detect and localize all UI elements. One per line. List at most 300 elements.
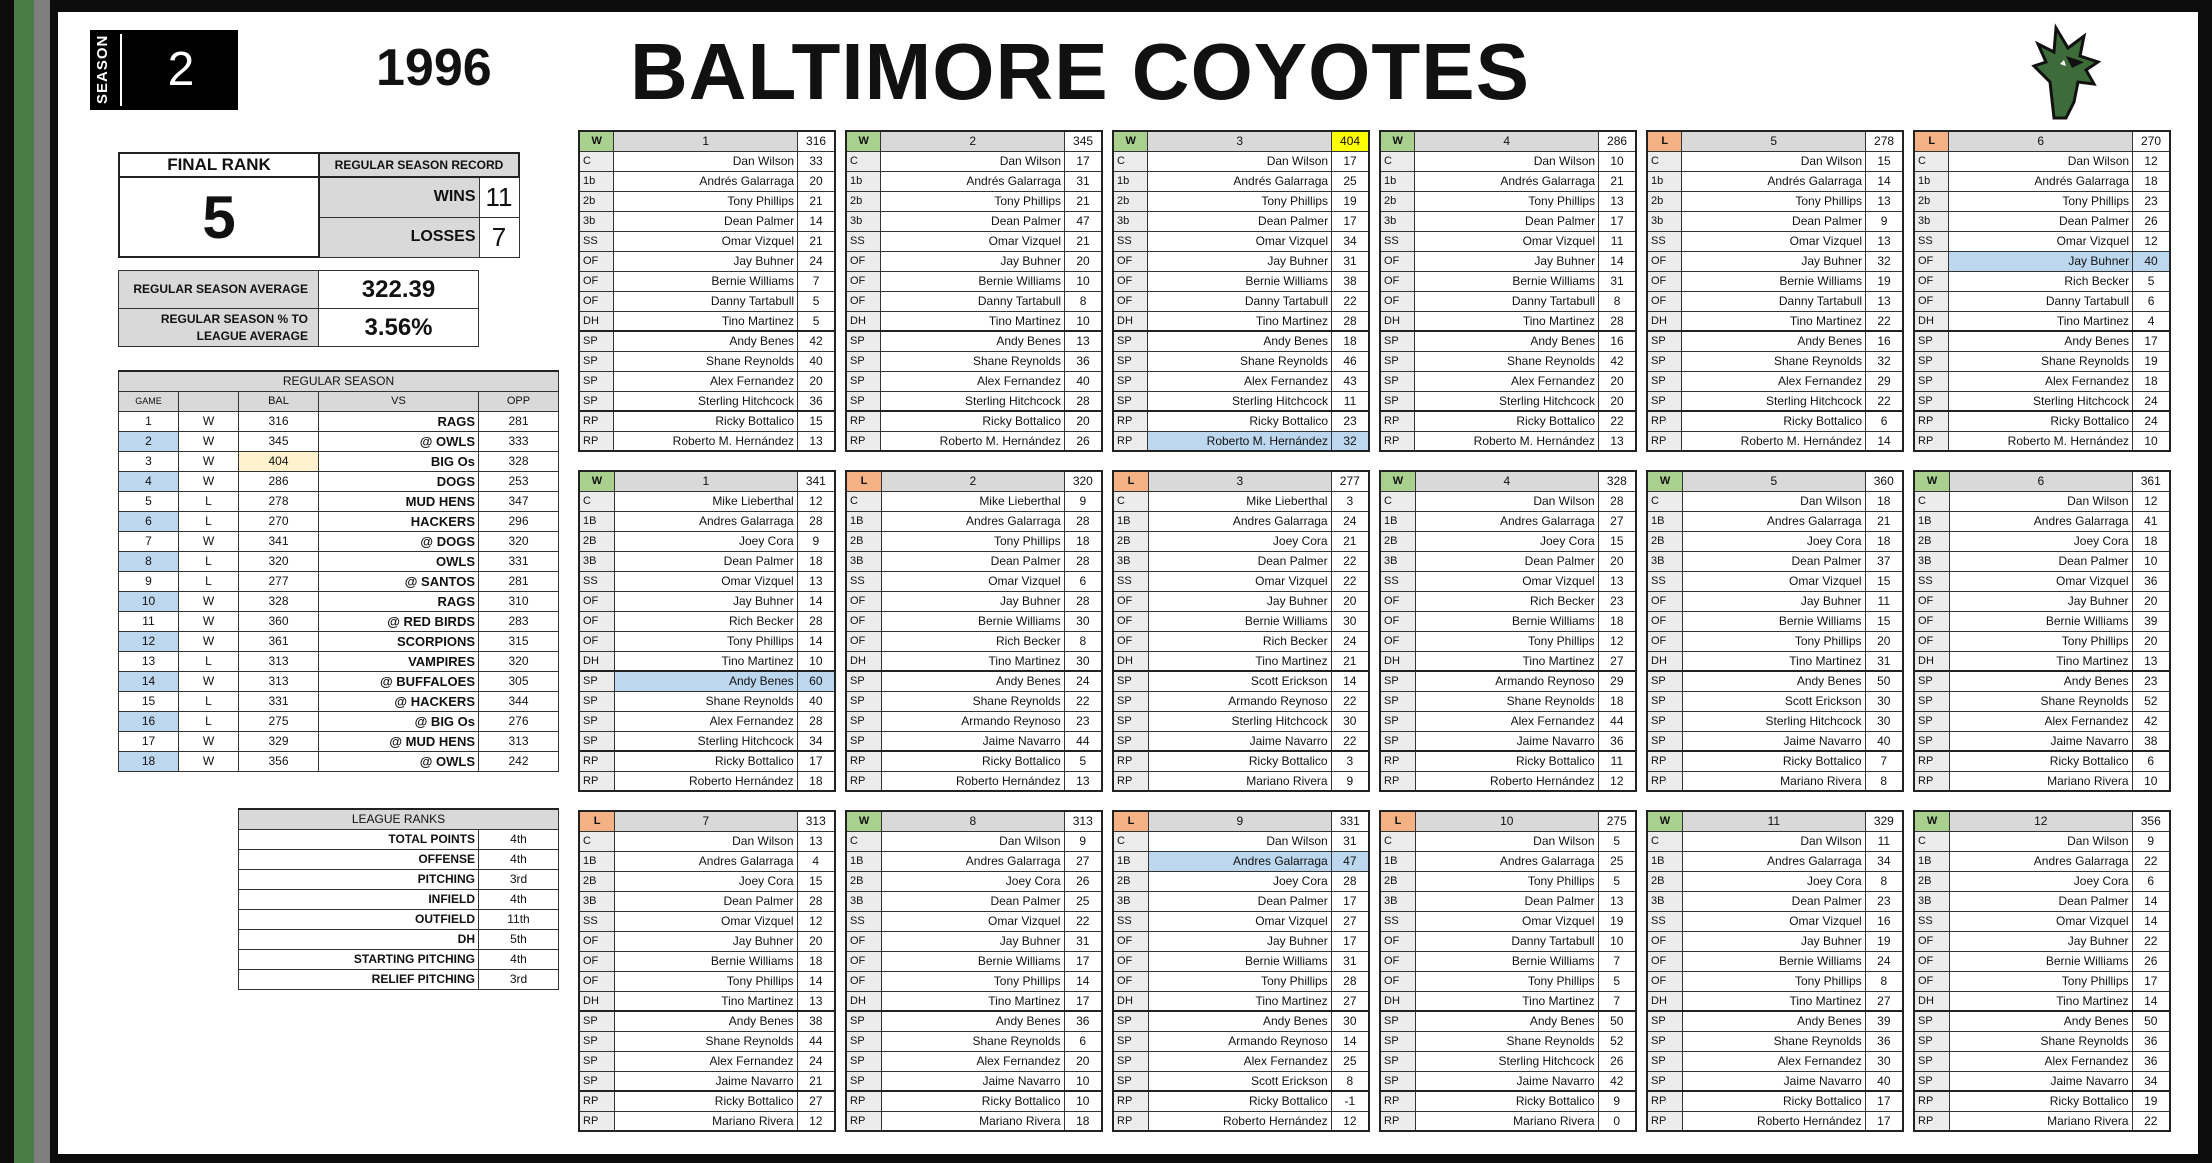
player-score: 18 — [1598, 691, 1636, 711]
player-name: Tony Phillips — [881, 531, 1064, 551]
position: SP — [1113, 1051, 1148, 1071]
game-lineup-grid — [845, 810, 1103, 1132]
player-score: 7 — [1865, 751, 1903, 771]
opponent: SCORPIONS — [319, 631, 479, 651]
player-score: 11 — [1599, 231, 1636, 251]
player-name: Dean Palmer — [614, 211, 798, 231]
player-score: 28 — [797, 611, 835, 631]
player-name: Andy Benes — [1148, 331, 1332, 351]
season-game-row — [119, 411, 559, 431]
grid-header — [1380, 131, 1636, 151]
position: SP — [846, 391, 881, 411]
player-name: Armando Reynoso — [1149, 691, 1332, 711]
grid-player-row — [1113, 631, 1369, 651]
player-score: 27 — [1598, 511, 1636, 531]
player-name: Andy Benes — [1950, 1011, 2132, 1031]
grid-player-row — [1380, 191, 1636, 211]
bal-score: 270 — [239, 511, 319, 531]
grid-header — [1380, 471, 1636, 491]
grid-player-row — [579, 771, 835, 791]
position: SS — [1647, 571, 1683, 591]
position: 1B — [846, 851, 882, 871]
grid-player-row — [1647, 591, 1903, 611]
player-name: Tino Martinez — [614, 311, 798, 331]
game-lineup-grid — [578, 130, 836, 452]
grid-total: 286 — [1599, 131, 1636, 151]
opponent: @ SANTOS — [319, 571, 479, 591]
grid-header — [579, 131, 835, 151]
opp-score: 305 — [479, 671, 559, 691]
player-score: 5 — [798, 291, 835, 311]
player-score: 44 — [797, 1031, 835, 1051]
player-name: Mike Lieberthal — [881, 491, 1064, 511]
position: DH — [846, 651, 881, 671]
player-name: Omar Vizquel — [1950, 911, 2132, 931]
player-score: 21 — [1065, 231, 1102, 251]
player-score: 15 — [1865, 611, 1903, 631]
game-result: L — [179, 511, 239, 531]
player-score: 14 — [2132, 991, 2170, 1011]
position: OF — [1647, 251, 1682, 271]
grid-game-number: 11 — [1682, 811, 1865, 831]
player-name: Dean Palmer — [1949, 211, 2133, 231]
player-name: Tino Martinez — [1415, 651, 1598, 671]
position: DH — [1113, 311, 1148, 331]
player-name: Jaime Navarro — [881, 731, 1064, 751]
player-name: Dean Palmer — [1682, 211, 1866, 231]
player-score: 34 — [797, 731, 835, 751]
position: SP — [1113, 351, 1148, 371]
game-lineup-grid — [1913, 810, 2171, 1132]
player-name: Ricky Bottalico — [1949, 411, 2133, 431]
grid-player-row — [1914, 311, 2170, 331]
grid-result: W — [1380, 471, 1415, 491]
game-result: L — [179, 571, 239, 591]
player-name: Ricky Bottalico — [1415, 411, 1599, 431]
grid-result: W — [1647, 471, 1683, 491]
position: RP — [579, 771, 614, 791]
player-score: 19 — [2132, 1091, 2170, 1111]
player-score: 20 — [798, 171, 835, 191]
grid-player-row — [1113, 411, 1369, 431]
player-score: 22 — [1866, 311, 1903, 331]
player-score: 20 — [1598, 551, 1636, 571]
player-name: Jay Buhner — [1149, 591, 1332, 611]
opp-score: 331 — [479, 551, 559, 571]
player-score: 41 — [2132, 511, 2170, 531]
bal-score: 275 — [239, 711, 319, 731]
player-name: Shane Reynolds — [1950, 1031, 2132, 1051]
player-name: Dan Wilson — [1950, 831, 2132, 851]
position: OF — [1380, 291, 1415, 311]
player-name: Roberto M. Hernández — [1415, 431, 1599, 451]
position: SS — [1113, 911, 1148, 931]
position: SP — [1914, 671, 1950, 691]
grid-player-row — [1647, 251, 1903, 271]
player-name: Dean Palmer — [1682, 891, 1865, 911]
game-lineup-grid — [1913, 130, 2171, 452]
average-table — [118, 270, 479, 347]
position: 1b — [1113, 171, 1148, 191]
grid-player-row — [1914, 571, 2170, 591]
position: DH — [1914, 651, 1950, 671]
grid-header — [1914, 471, 2170, 491]
player-score: 8 — [1331, 1071, 1369, 1091]
game-lineup-grid — [1646, 810, 1904, 1132]
grid-player-row — [1914, 731, 2170, 751]
player-score: 39 — [1865, 1011, 1903, 1031]
position: SP — [1647, 391, 1682, 411]
grid-player-row — [1914, 591, 2170, 611]
grid-player-row — [1914, 711, 2170, 731]
player-score: 13 — [797, 831, 835, 851]
position: C — [1914, 831, 1950, 851]
player-name: Tino Martinez — [881, 311, 1065, 331]
opponent: @ OWLS — [319, 431, 479, 451]
player-score: 5 — [1598, 871, 1636, 891]
player-name: Dan Wilson — [1415, 151, 1599, 171]
player-name: Joey Cora — [1415, 531, 1598, 551]
position: 3B — [579, 891, 615, 911]
grid-player-row — [1380, 551, 1636, 571]
grid-player-row — [1647, 331, 1903, 351]
position: SP — [846, 1051, 882, 1071]
player-score: 19 — [2133, 351, 2170, 371]
grid-total: 277 — [1331, 471, 1369, 491]
rank-category: TOTAL POINTS — [239, 829, 479, 849]
player-name: Tino Martinez — [615, 991, 797, 1011]
position: 2B — [846, 871, 882, 891]
grid-player-row — [1380, 891, 1636, 911]
position: DH — [1914, 991, 1950, 1011]
position: SP — [1113, 1011, 1148, 1031]
grid-player-row — [1380, 371, 1636, 391]
player-score: 32 — [1866, 251, 1903, 271]
player-name: Danny Tartabull — [614, 291, 798, 311]
game-result: L — [179, 551, 239, 571]
grid-player-row — [1647, 871, 1903, 891]
grid-header — [1914, 811, 2170, 831]
position: SP — [1113, 371, 1148, 391]
position: OF — [1113, 951, 1148, 971]
player-score: 20 — [1599, 391, 1636, 411]
game-result: W — [179, 591, 239, 611]
player-name: Rich Becker — [614, 611, 797, 631]
player-name: Mariano Rivera — [1950, 1111, 2132, 1131]
position: OF — [1113, 251, 1148, 271]
grid-player-row — [1914, 431, 2170, 451]
opponent: RAGS — [319, 591, 479, 611]
player-score: 14 — [797, 631, 835, 651]
player-name: Ricky Bottalico — [1682, 1091, 1865, 1111]
player-score: 36 — [1598, 731, 1636, 751]
player-name: Rich Becker — [1149, 631, 1332, 651]
sheet — [58, 12, 2198, 1154]
grid-player-row — [579, 391, 835, 411]
grid-player-row — [1647, 511, 1903, 531]
player-name: Tony Phillips — [1148, 191, 1332, 211]
player-name: Tino Martinez — [1415, 311, 1599, 331]
player-name: Joey Cora — [615, 871, 797, 891]
grid-game-number: 2 — [881, 131, 1065, 151]
player-name: Alex Fernandez — [882, 1051, 1064, 1071]
grid-player-row — [846, 631, 1102, 651]
player-name: Tino Martinez — [1950, 991, 2132, 1011]
grid-player-row — [579, 491, 835, 511]
league-ranks-title: LEAGUE RANKS — [239, 809, 559, 829]
grid-player-row — [1914, 231, 2170, 251]
player-score: 37 — [1865, 551, 1903, 571]
position: OF — [846, 951, 882, 971]
grid-player-row — [846, 691, 1102, 711]
player-score: 20 — [1599, 371, 1636, 391]
player-score: 7 — [1598, 951, 1636, 971]
player-name: Bernie Williams — [1416, 951, 1598, 971]
position: OF — [1914, 291, 1949, 311]
player-score: 13 — [797, 571, 835, 591]
game-number: 18 — [119, 751, 179, 771]
player-score: 40 — [1865, 1071, 1903, 1091]
avg-label: REGULAR SEASON AVERAGE — [119, 271, 319, 309]
player-name: Bernie Williams — [615, 951, 797, 971]
player-score: 23 — [2133, 191, 2170, 211]
player-score: 12 — [1331, 1111, 1369, 1131]
player-score: 28 — [1599, 311, 1636, 331]
position: C — [846, 151, 881, 171]
player-name: Andy Benes — [1682, 1011, 1865, 1031]
position: SP — [1380, 1031, 1416, 1051]
player-name: Andres Galarraga — [882, 851, 1064, 871]
player-score: 11 — [1865, 831, 1903, 851]
player-name: Dan Wilson — [1683, 491, 1865, 511]
player-name: Bernie Williams — [881, 611, 1064, 631]
player-name: Ricky Bottalico — [881, 751, 1064, 771]
position: RP — [1380, 1111, 1416, 1131]
grid-player-row — [1113, 911, 1369, 931]
grid-player-row — [1113, 891, 1369, 911]
grid-player-row — [1914, 151, 2170, 171]
player-score: 47 — [1331, 851, 1369, 871]
player-score: 31 — [1065, 171, 1102, 191]
position: SP — [579, 1011, 615, 1031]
player-name: Roberto Hernández — [1682, 1111, 1865, 1131]
grid-player-row — [1914, 291, 2170, 311]
bal-score: 361 — [239, 631, 319, 651]
player-name: Scott Erickson — [1683, 691, 1865, 711]
game-lineup-grid — [1112, 130, 1370, 452]
game-number: 12 — [119, 631, 179, 651]
opponent: VAMPIRES — [319, 651, 479, 671]
season-label: SEASON — [94, 34, 111, 104]
player-name: Sterling Hitchcock — [614, 391, 798, 411]
position: DH — [1113, 991, 1148, 1011]
bal-score: 316 — [239, 411, 319, 431]
position: RP — [846, 411, 881, 431]
player-score: 26 — [1064, 871, 1102, 891]
player-score: 10 — [1065, 311, 1102, 331]
player-score: 6 — [2133, 291, 2170, 311]
position: SS — [579, 231, 614, 251]
player-name: Andy Benes — [882, 1011, 1064, 1031]
player-score: 13 — [1866, 291, 1903, 311]
position: RP — [1914, 751, 1950, 771]
player-name: Omar Vizquel — [1949, 231, 2133, 251]
player-score: 47 — [1065, 211, 1102, 231]
grid-player-row — [1914, 691, 2170, 711]
rank-category: PITCHING — [239, 869, 479, 889]
grid-player-row — [1647, 1051, 1903, 1071]
grid-player-row — [579, 271, 835, 291]
grid-player-row — [1914, 391, 2170, 411]
grid-player-row — [1380, 571, 1636, 591]
player-name: Tony Phillips — [615, 971, 797, 991]
grid-player-row — [1113, 1111, 1369, 1131]
game-result: L — [179, 491, 239, 511]
player-score: 15 — [798, 411, 835, 431]
grid-player-row — [1113, 271, 1369, 291]
position: SP — [1914, 731, 1950, 751]
grid-player-row — [846, 571, 1102, 591]
grid-player-row — [1914, 611, 2170, 631]
position: SP — [1914, 1051, 1950, 1071]
player-name: Jaime Navarro — [1950, 731, 2132, 751]
game-result: W — [179, 611, 239, 631]
position: SP — [846, 1071, 882, 1091]
player-name: Andres Galarraga — [1682, 851, 1865, 871]
player-score: 12 — [2133, 151, 2170, 171]
col-bal: BAL — [239, 391, 319, 411]
player-score: 24 — [1331, 631, 1369, 651]
season-number: 2 — [167, 43, 195, 96]
position: SP — [1380, 731, 1415, 751]
position: 2b — [846, 191, 881, 211]
player-name: Ricky Bottalico — [1683, 751, 1865, 771]
position: DH — [846, 311, 881, 331]
grid-player-row — [1113, 1011, 1369, 1031]
player-score: 21 — [797, 1071, 835, 1091]
grid-total: 316 — [798, 131, 835, 151]
game-number: 10 — [119, 591, 179, 611]
player-score: 28 — [797, 511, 835, 531]
position: OF — [1914, 951, 1950, 971]
player-name: Roberto M. Hernández — [1682, 431, 1866, 451]
grid-player-row — [1113, 711, 1369, 731]
player-name: Joey Cora — [1682, 871, 1865, 891]
position: C — [846, 491, 881, 511]
grid-result: W — [579, 471, 614, 491]
player-name: Tony Phillips — [1415, 631, 1598, 651]
position: SS — [1914, 231, 1949, 251]
player-name: Alex Fernandez — [614, 711, 797, 731]
position: 2B — [1914, 531, 1950, 551]
player-name: Jaime Navarro — [1149, 731, 1332, 751]
game-lineup-grid — [1913, 470, 2171, 792]
position: C — [1914, 491, 1950, 511]
position: SP — [1647, 1051, 1682, 1071]
player-score: 5 — [1598, 831, 1636, 851]
grid-player-row — [1380, 1031, 1636, 1051]
player-name: Omar Vizquel — [1149, 571, 1332, 591]
position: SP — [1113, 711, 1149, 731]
grid-player-row — [1647, 531, 1903, 551]
grid-player-row — [579, 631, 835, 651]
position: RP — [579, 1091, 615, 1111]
grid-player-row — [1647, 971, 1903, 991]
player-name: Roberto M. Hernández — [1949, 431, 2133, 451]
grid-player-row — [1647, 771, 1903, 791]
player-name: Jay Buhner — [881, 251, 1065, 271]
player-score: 22 — [2132, 851, 2170, 871]
player-name: Ricky Bottalico — [615, 1091, 797, 1111]
player-score: 23 — [2132, 671, 2170, 691]
position: SP — [1647, 691, 1683, 711]
grid-player-row — [1647, 751, 1903, 771]
grid-player-row — [846, 891, 1102, 911]
grid-total: 313 — [1064, 811, 1102, 831]
position: OF — [1113, 291, 1148, 311]
grid-player-row — [579, 251, 835, 271]
grid-result: L — [1914, 131, 1949, 151]
grid-player-row — [846, 351, 1102, 371]
position: RP — [1380, 411, 1415, 431]
grid-total: 356 — [2132, 811, 2170, 831]
position: DH — [1647, 311, 1682, 331]
grid-player-row — [1380, 591, 1636, 611]
grid-player-row — [846, 911, 1102, 931]
grid-player-row — [1113, 971, 1369, 991]
position: SP — [1914, 691, 1950, 711]
opp-score: 313 — [479, 731, 559, 751]
player-score: 13 — [1064, 771, 1102, 791]
grid-player-row — [579, 991, 835, 1011]
player-score: 22 — [1064, 691, 1102, 711]
grid-total: 341 — [797, 471, 835, 491]
player-score: 60 — [797, 671, 835, 691]
player-name: Shane Reynolds — [614, 351, 798, 371]
position: SS — [1380, 911, 1416, 931]
player-score: 14 — [1331, 1031, 1369, 1051]
grid-player-row — [579, 151, 835, 171]
position: 2B — [579, 871, 615, 891]
position: SP — [1647, 671, 1683, 691]
game-result: W — [179, 471, 239, 491]
grid-player-row — [846, 171, 1102, 191]
player-name: Ricky Bottalico — [1682, 411, 1866, 431]
player-name: Jaime Navarro — [1415, 731, 1598, 751]
player-score: 9 — [1331, 771, 1369, 791]
grid-player-row — [1113, 1091, 1369, 1111]
position: RP — [1380, 771, 1415, 791]
position: SP — [579, 391, 614, 411]
player-score: 25 — [1332, 171, 1369, 191]
grid-game-number: 4 — [1415, 471, 1598, 491]
player-score: 27 — [1331, 991, 1369, 1011]
player-score: 28 — [1064, 511, 1102, 531]
grid-player-row — [579, 831, 835, 851]
position: SP — [1647, 731, 1683, 751]
position: SP — [1380, 671, 1415, 691]
grid-player-row — [1914, 751, 2170, 771]
opp-score: 253 — [479, 471, 559, 491]
game-number: 14 — [119, 671, 179, 691]
left-stripe-gray — [34, 0, 50, 1163]
bal-score: 404 — [239, 451, 319, 471]
player-name: Tony Phillips — [881, 191, 1065, 211]
player-score: 9 — [1064, 831, 1102, 851]
position: 3b — [579, 211, 614, 231]
bal-score: 329 — [239, 731, 319, 751]
grid-player-row — [1380, 211, 1636, 231]
